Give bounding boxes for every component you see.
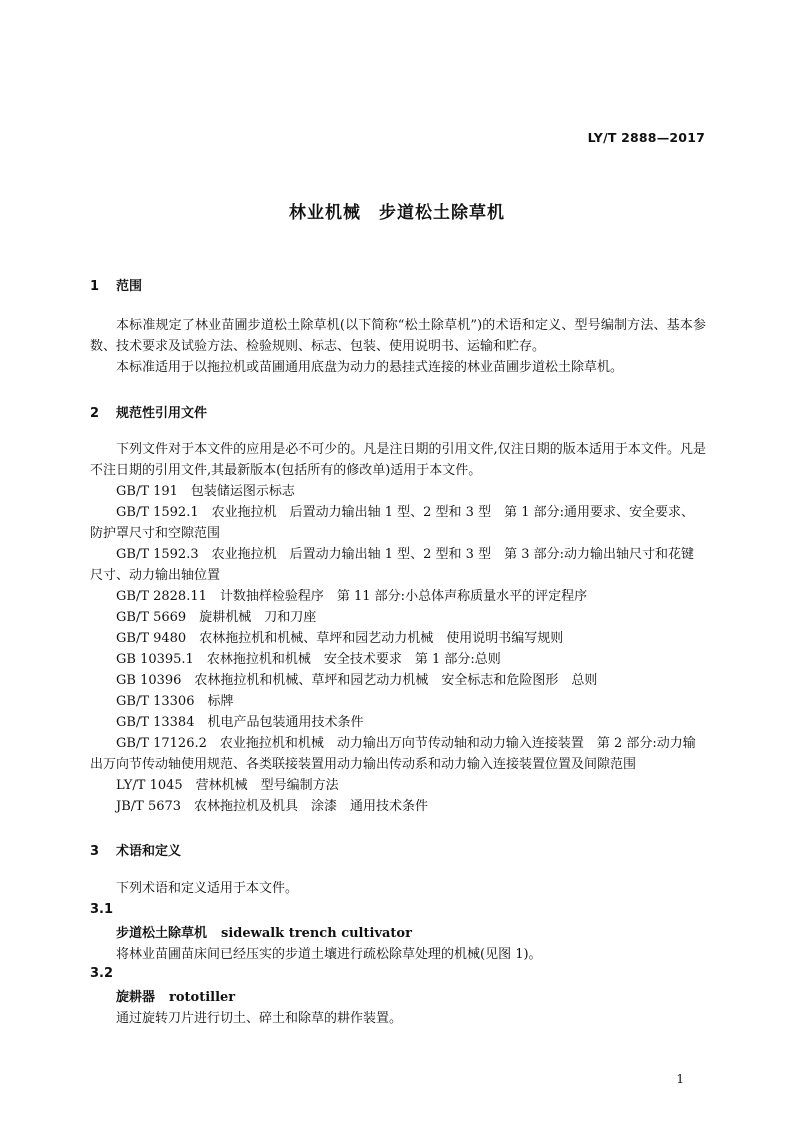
- section-3-heading: 3 术语和定义: [90, 844, 182, 859]
- term-definition: 将林业苗圃苗床间已经压实的步道土壤进行疏松除草处理的机械(见图 1)。: [116, 947, 542, 962]
- section-2-intro: 下列文件对于本文件的应用是必不可少的。凡是注日期的引用文件,仅注日期的版本适用于本文件。凡是不注日期的引用文件,其最新版本(包括所有的修改单)适用于本文件。: [90, 442, 706, 478]
- section-2-heading: 2 规范性引用文件: [90, 406, 208, 421]
- reference-item: GB/T 1592.1 农业拖拉机 后置动力输出轴 1 型、2 型和 3 型 第 1 部分:通用要求、安全要求、防护罩尺寸和空隙范围: [90, 505, 694, 541]
- section-1-para-2: 本标准适用于以拖拉机或苗圃通用底盘为动力的悬挂式连接的林业苗圃步道松土除草机。: [116, 360, 624, 375]
- reference-item: JB/T 5673 农林拖拉机及机具 涂漆 通用技术条件: [116, 799, 429, 814]
- reference-item: GB/T 13306 标牌: [116, 694, 234, 709]
- reference-item: GB/T 17126.2 农业拖拉机和机械 动力输出万向节传动轴和动力输入连接装置 第 2 部分:动力输出万向节传动轴使用规范、各类联接装置用动力输出传动系和动力输入连接装置位置及间隙范围: [90, 736, 696, 772]
- section-1-heading: 1 范围: [90, 279, 143, 294]
- reference-item: GB/T 13384 机电产品包装通用技术条件: [116, 715, 364, 730]
- term-title: 旋耕器 rototiller: [116, 990, 236, 1005]
- standard-number: LY/T 2888—2017: [587, 130, 705, 145]
- page-number: 1: [676, 1072, 684, 1086]
- section-1-para-1: 本标准规定了林业苗圃步道松土除草机(以下简称“松土除草机”)的术语和定义、型号编制方法、基本参数、技术要求及试验方法、检验规则、标志、包装、使用说明书、运输和贮存。: [90, 318, 706, 354]
- reference-item: LY/T 1045 营林机械 型号编制方法: [116, 778, 339, 793]
- term-title: 步道松土除草机 sidewalk trench cultivator: [116, 926, 412, 941]
- reference-item: GB 10395.1 农林拖拉机和机械 安全技术要求 第 1 部分:总则: [116, 652, 501, 667]
- reference-item: GB/T 5669 旋耕机械 刀和刀座: [116, 610, 317, 625]
- section-3-intro: 下列术语和定义适用于本文件。: [116, 881, 299, 896]
- document-title: 林业机械 步道松土除草机: [289, 203, 505, 223]
- reference-item: GB/T 191 包装储运图示标志: [116, 484, 295, 499]
- reference-item: GB/T 1592.3 农业拖拉机 后置动力输出轴 1 型、2 型和 3 型 第 3 部分:动力输出轴尺寸和花键尺寸、动力输出轴位置: [90, 547, 694, 583]
- term-number: 3.1: [90, 902, 114, 917]
- term-definition: 通过旋转刀片进行切土、碎土和除草的耕作装置。: [116, 1011, 403, 1026]
- reference-item: GB/T 9480 农林拖拉机和机械、草坪和园艺动力机械 使用说明书编写规则: [116, 631, 564, 646]
- reference-item: GB/T 2828.11 计数抽样检验程序 第 11 部分:小总体声称质量水平的评定程序: [116, 589, 588, 604]
- reference-item: GB 10396 农林拖拉机和机械、草坪和园艺动力机械 安全标志和危险图形 总则: [116, 673, 598, 688]
- term-number: 3.2: [90, 966, 114, 981]
